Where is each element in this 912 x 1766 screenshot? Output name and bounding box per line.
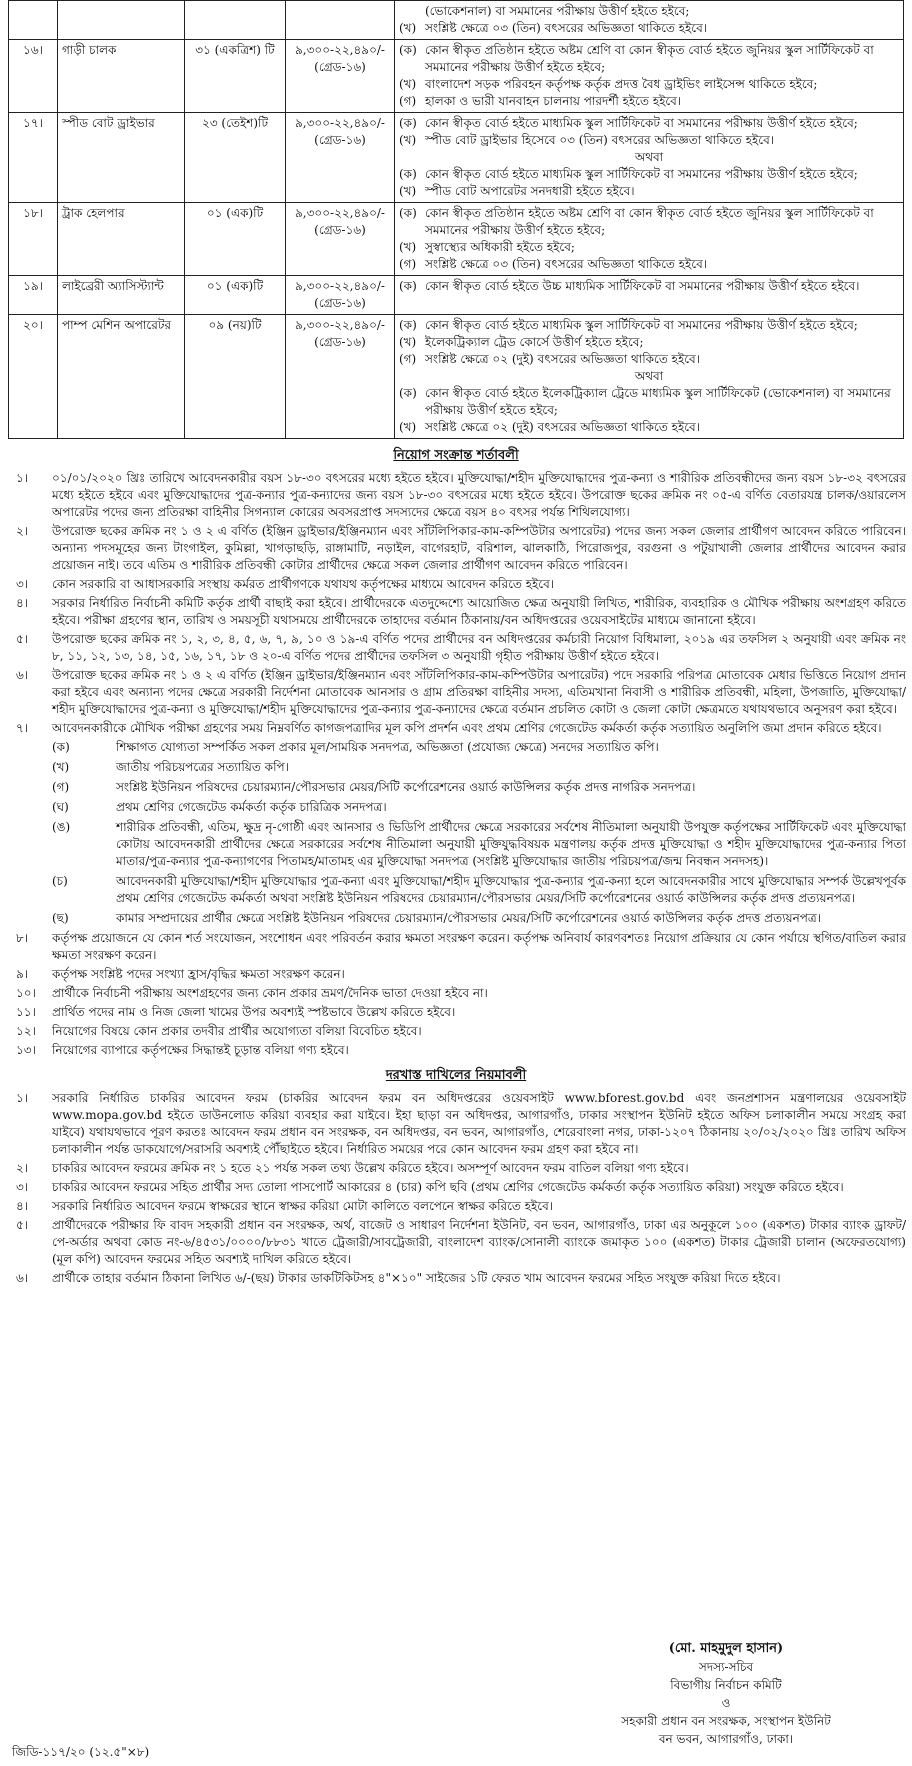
item-text: উপরোক্ত ছকের ক্রমিক নং ১, ২, ৩, ৪, ৫, ৬, ৭, ৯, ১০ ও ১৯-এ বর্ণিত পদের প্রার্থীদের বন অধিদপ্তরের কর্মচারী নিয়োগ বিধিমালা, ২০১৯ এর তফসিল ২ অনুযায়ী এবং ক্রমিক নং ৮, ১১, ১২, ১৩, ১৪, ১৫, ১৬, ১৭, ১৮ ও ২০-এ বর্ণিত পদের প্রার্থীদের তফসিল ৩ অনুযায়ী গৃহীত পরীক্ষায় উত্তীর্ণ হইতে হইবে। bbox=[52, 632, 906, 663]
post-serial: ১৭। bbox=[9, 113, 58, 203]
item-text: কর্তৃপক্ষ প্রয়োজনে যে কোন শর্ত সংযোজন, সংশোধন এবং পরিবর্তন করার ক্ষমতা সংরক্ষণ করেন। কর্তৃপক্ষ অনিবার্য কারণবশতঃ নিয়োগ প্রক্রিয়ার যে কোন পর্যায়ে স্থগিত/বাতিল করার ক্ষমতা সংরক্ষণ করেন। bbox=[52, 931, 906, 962]
post-name: গাড়ী চালক bbox=[58, 40, 185, 113]
qualification-mark: (ক) bbox=[399, 167, 417, 181]
qualification-item bbox=[399, 42, 899, 76]
pay-scale-value: ৯,৩০০-২২,৪৯০/- bbox=[295, 279, 385, 293]
item-number: ৭। bbox=[16, 721, 29, 735]
list-item bbox=[6, 1023, 906, 1040]
qualification-mark: (ক) bbox=[399, 116, 417, 130]
qualification-mark: (ক) bbox=[399, 386, 417, 400]
qualification-text: কোন স্বীকৃত প্রতিষ্ঠান হইতে অষ্টম শ্রেণি বা কোন স্বীকৃত বোর্ড হইতে জুনিয়র স্কুল সার্টিফিকেট বা সমমানের পরীক্ষায় উত্তীর্ণ হইতে হইবে; bbox=[425, 206, 874, 237]
qualification-item bbox=[399, 93, 899, 110]
pay-grade: (গ্রেড-১৬) bbox=[314, 335, 366, 349]
list-item bbox=[6, 1179, 906, 1196]
item-number: ১১। bbox=[16, 1005, 36, 1019]
pay-scale-value: ৯,৩০০-২২,৪৯০/- bbox=[295, 318, 385, 332]
item-number: ৩। bbox=[16, 577, 29, 591]
post-row bbox=[9, 113, 904, 203]
document-item bbox=[6, 779, 906, 796]
item-number: ৬। bbox=[16, 668, 29, 682]
list-item bbox=[6, 576, 906, 593]
qualification-item bbox=[399, 115, 899, 132]
post-name: স্পীড বোট ড্রাইভার bbox=[58, 113, 185, 203]
post-row bbox=[9, 1, 904, 40]
document-mark: (গ) bbox=[52, 780, 70, 794]
conditions-list bbox=[6, 470, 906, 737]
submission-title: দরখাস্ত দাখিলের নিয়মাবলী bbox=[385, 1068, 527, 1083]
document-mark: (চ) bbox=[52, 874, 68, 888]
item-number: ২। bbox=[16, 524, 29, 538]
item-text: সরকারি নির্ধারিত আবেদন ফরমে স্বাক্ষরের স্থানে স্বাক্ষর করিয়া মোটা কালিতে বলপেনে স্বাক্ষর করিতে হইবে। bbox=[52, 1199, 554, 1213]
pay-grade: (গ্রেড-১৬) bbox=[314, 223, 366, 237]
list-item bbox=[6, 985, 906, 1002]
list-item bbox=[6, 667, 906, 718]
document-item bbox=[6, 910, 906, 927]
item-text: চাকরির আবেদন ফরমের সহিত প্রার্থীর সদ্য তোলা পাসপোর্ট আকারের ৪ (চার) কপি ছবি (প্রথম শ্রেণির গেজেটেড কর্মকর্তা কর্তৃক সত্যায়িত করিয়া) সংযুক্ত করিতে হইবে। bbox=[52, 1180, 844, 1194]
signatory-designation: সদস্য-সচিব bbox=[698, 1660, 754, 1674]
qualification-mark bbox=[399, 3, 425, 20]
document-item bbox=[6, 873, 906, 907]
qualification-text: স্পীড বোট ড্রাইভার হিসেবে ০৩ (তিন) বৎসরের অভিজ্ঞতা থাকিতে হইবে। bbox=[425, 133, 775, 147]
qualification-item bbox=[399, 278, 899, 295]
document-mark: (ঙ) bbox=[52, 820, 71, 834]
post-name: পাম্প মেশিন অপারেটর bbox=[58, 315, 185, 439]
item-text: ০১/০১/২০২০ খ্রিঃ তারিখে আবেদনকারীর বয়স ১৮-৩০ বৎসরের মধ্যে হইতে হইবে। মুক্তিযোদ্ধা/শহীদ মুক্তিযোদ্ধাদের পুত্র-কন্যা ও শারীরিক প্রতিবন্ধীদের জন্য বয়স ১৮-৩২ বৎসরের মধ্যে হইতে হইবে এবং মুক্তিযোদ্ধাদের পুত্র-কন্যার পুত্র-কন্যাদের জন্য বয়স ১৮-৩০ বৎসরের মধ্যে হইতে হইবে। উপরোক্ত ছকের ক্রমিক নং ০৫-এ বর্ণিত বেতারযন্ত্র চালক/ওয়ারলেস অপারেটর পদের জন্য প্রতিরক্ষা বাহিনীর সিগন্যাল কোরের অবসরপ্রাপ্ত সদস্যদের ক্ষেত্রে বয়স ৪০ বৎসর পর্যন্ত শিথিলযোগ্য। bbox=[52, 471, 906, 519]
post-qualifications bbox=[395, 40, 904, 113]
notice-page bbox=[6, 0, 906, 1766]
qualification-mark: (গ) bbox=[399, 352, 417, 366]
post-count: ২৩ (তেইশ)টি bbox=[185, 113, 286, 203]
qualification-item bbox=[399, 317, 899, 334]
item-number: ২। bbox=[16, 1161, 29, 1175]
list-item bbox=[6, 595, 906, 629]
document-text: আবেদনকারী মুক্তিযোদ্ধা/শহীদ মুক্তিযোদ্ধার পুত্র-কন্যা এবং মুক্তিযোদ্ধা/শহীদ মুক্তিযোদ্ধার পুত্র-কন্যার পুত্র-কন্যা হলে আবেদনকারীর সাথে মুক্তিযোদ্ধার সম্পর্ক উল্লেখপূর্বক প্রথম শ্রেণির গেজেটেড কর্মকর্তা অথবা সংশ্লিষ্ট ইউনিয়ন পরিষদের চেয়ারম্যান/পৌরসভার মেয়র/সিটি কর্পোরেশনের ওয়ার্ড কাউন্সিলর কর্তৃক প্রদত্ত প্রত্যয়নপত্র। bbox=[116, 874, 906, 905]
list-item bbox=[6, 930, 906, 964]
post-qualifications bbox=[395, 203, 904, 276]
qualification-text: কোন স্বীকৃত বোর্ড হইতে উচ্চ মাধ্যমিক সার্টিফিকেট বা সমমানের পরীক্ষায় উত্তীর্ণ হইতে হইবে। bbox=[425, 279, 860, 293]
post-row bbox=[9, 276, 904, 315]
post-row bbox=[9, 203, 904, 276]
posts-table-body bbox=[9, 1, 904, 439]
qualification-item bbox=[399, 20, 899, 37]
posts-table bbox=[8, 0, 904, 439]
qualification-mark: (ক) bbox=[399, 206, 417, 220]
item-number: ৩। bbox=[16, 1180, 29, 1194]
qualification-text: কোন স্বীকৃত বোর্ড হইতে মাধ্যমিক স্কুল সার্টিফিকেট বা সমমানের পরীক্ষায় উত্তীর্ণ হইতে হইবে; bbox=[425, 318, 858, 332]
item-text: নিয়োগের বিষয়ে কোন প্রকার তদবীর প্রার্থীর অযোগ্যতা বলিয়া বিবেচিত হইবে। bbox=[52, 1024, 422, 1038]
item-number: ৬। bbox=[16, 1271, 29, 1285]
qualification-mark: (খ) bbox=[399, 21, 417, 35]
pay-scale-value: ৯,৩০০-২২,৪৯০/- bbox=[295, 206, 385, 220]
item-text: প্রার্থীকে নির্বাচনী পরীক্ষায় অংশগ্রহণের জন্য কোন প্রকার ভ্রমণ/দৈনিক ভাতা দেওয়া হইবে না। bbox=[52, 986, 488, 1000]
item-number: ৯। bbox=[16, 967, 29, 981]
qualification-mark: (খ) bbox=[399, 184, 417, 198]
qualification-item bbox=[399, 256, 899, 273]
item-text: চাকরির আবেদন ফরমের ক্রমিক নং ১ হতে ২১ পর্যন্ত সকল তথ্য উল্লেখ করিতে হইবে। অসম্পূর্ণ আবেদন ফরম বাতিল বলিয়া গণ্য হইবে। bbox=[52, 1161, 689, 1175]
post-serial: ১৯। bbox=[9, 276, 58, 315]
qualification-text: সংশ্লিষ্ট ক্ষেত্রে ০২ (দুই) বৎসরের অভিজ্ঞতা থাকিতে হইবে। bbox=[425, 420, 701, 434]
pay-scale-value: ৯,৩০০-২২,৪৯০/- bbox=[295, 43, 385, 57]
post-pay-scale bbox=[286, 40, 395, 113]
item-text: সরকারি নির্ধারিত চাকরির আবেদন ফরম (চাকরির আবেদন ফরম বন অধিদপ্তরের ওয়েবসাইট www.bforest.gov.bd এবং জনপ্রশাসন মন্ত্রণালয়ের ওয়েবসাইট www.mopa.gov.bd হইতে ডাউনলোড করিয়া ব্যবহার করা যাইবে। ইহা ছাড়া বন অধিদপ্তর, আগারগাঁও, ঢাকার সংস্থাপন ইউনিট হইতে অফিস চলাকালীন সময়ে সংগ্রহ করা যাইবে) যথাযথভাবে পূরণ করতঃ আবেদন ফরম প্রধান বন সংরক্ষক, বন অধিদপ্তর, বন ভবন, আগারগাঁও, শেরেবাংলা নগর, ঢাকা-১২০৭ ঠিকানায় ২০/০২/২০২০ খ্রিঃ তারিখ অফিস চলাকালীন পর্যন্ত ডাকযোগে/সরাসরি অবশ্যই পৌঁছাইতে হইবে। নির্ধারিত সময়ের পরে কোন আবেদন ফরম গ্রহণ করা হইবে না। bbox=[52, 1091, 906, 1156]
signatory-name: (মো. মাহমুদুল হাসান) bbox=[668, 1641, 784, 1656]
conditions-title: নিয়োগ সংক্রান্ত শর্তাবলী bbox=[393, 448, 519, 463]
qualification-item bbox=[399, 3, 899, 20]
qualification-mark: (খ) bbox=[399, 77, 417, 91]
document-mark: (খ) bbox=[52, 760, 70, 774]
qualification-text: স্পীড বোট অপারেটর সনদধারী হইতে হইবে। bbox=[425, 184, 635, 198]
qualification-text: কোন স্বীকৃত বোর্ড হইতে মাধ্যমিক স্কুল সার্টিফিকেট বা সমমানের পরীক্ষায় উত্তীর্ণ হইতে হইবে; bbox=[425, 167, 858, 181]
document-text: জাতীয় পরিচয়পত্রের সত্যায়িত কপি। bbox=[116, 760, 289, 774]
pay-scale-value: ৯,৩০০-২২,৪৯০/- bbox=[295, 116, 385, 130]
qualification-mark: (ক) bbox=[399, 279, 417, 293]
qualification-item bbox=[399, 419, 899, 436]
post-count: ০৯ (নয়)টি bbox=[185, 315, 286, 439]
list-item bbox=[6, 1090, 906, 1158]
qualification-mark: (খ) bbox=[399, 240, 417, 254]
post-name: লাইব্রেরী অ্যাসিস্ট্যান্ট bbox=[58, 276, 185, 315]
document-item bbox=[6, 759, 906, 776]
item-number: ১। bbox=[16, 1091, 29, 1105]
list-item bbox=[6, 1160, 906, 1177]
post-count bbox=[185, 1, 286, 40]
item-text: কোন সরকারি বা আধাসরকারি সংস্থায় কর্মরত প্রার্থীগণকে যথাযথ কর্তৃপক্ষের মাধ্যমে আবেদন করিতে হইবে। bbox=[52, 577, 555, 591]
list-item bbox=[6, 470, 906, 521]
pay-grade: (গ্রেড-১৬) bbox=[314, 296, 366, 310]
item-text: উপরোক্ত ছকের ক্রমিক নং ১ ও ২ এ বর্ণিত (ইঞ্জিন ড্রাইভার/ইঞ্জিনম্যান এবং সাঁটলিপিকার-কাম-কম্পিউটার অপারেটর) পদে সরকারি পরিপত্র মোতাবেক মেধার ভিত্তিতে নিয়োগ প্রদান করা হইবে এবং অন্যান্য পদের ক্ষেত্রে সরকারী নির্দেশনা মোতাবেক আনসার ও গ্রাম প্রতিরক্ষা বাহিনীর সদস্য, এতিমখানা নিবাসী ও শারীরিক প্রতিবন্ধী, মহিলা, উপজাতি, মুক্তিযোদ্ধা/শহীদ মুক্তিযোদ্ধাদের পুত্র-কন্যা ও মুক্তিযোদ্ধা/শহীদ মুক্তিযোদ্ধাদের পুত্র-কন্যার পুত্র-কন্যাদের ক্ষেত্রে বর্তমান প্রচলিত কোটা ও জেলা কোটা ক্ষেত্রমতে যথাযথভাবে অনুসরণ করা হইবে। bbox=[52, 668, 906, 716]
list-item bbox=[6, 631, 906, 665]
list-item bbox=[6, 1217, 906, 1268]
qualification-text: হালকা ও ভারী যানবাহন চালনায় পারদর্শী হইতে হইবে। bbox=[425, 94, 682, 108]
post-qualifications bbox=[395, 276, 904, 315]
pay-grade: (গ্রেড-১৬) bbox=[314, 60, 366, 74]
post-qualifications bbox=[395, 1, 904, 40]
list-item bbox=[6, 1270, 906, 1287]
item-text: প্রার্থিত পদের নাম ও নিজ জেলা খামের উপর অবশ্যই স্পষ্টভাবে উল্লেখ করিতে হইবে। bbox=[52, 1005, 456, 1019]
post-qualifications bbox=[395, 113, 904, 203]
qualification-text: সুস্বাস্থ্যের অধিকারী হইতে হইবে; bbox=[425, 240, 575, 254]
item-text: আবেদনকারীকে মৌখিক পরীক্ষা গ্রহণের সময় নিম্নবর্ণিত কাগজপত্রাদির মূল কপি প্রদর্শন এবং প্রথম শ্রেণির গেজেটেড কর্মকর্তা কর্তৃক সত্যায়িত অনুলিপি জমা প্রদান করিতে হইবে। bbox=[52, 721, 882, 735]
qualification-mark: (ক) bbox=[399, 43, 417, 57]
qualification-text: সংশ্লিষ্ট ক্ষেত্রে ০২ (দুই) বৎসরের অভিজ্ঞতা থাকিতে হইবে। bbox=[425, 352, 701, 366]
item-text: সরকার নির্ধারিত নির্বাচনী কমিটি কর্তৃক প্রার্থী বাছাই করা হইবে। প্রার্থীদেরকে এতদুদ্দেশ্যে আয়োজিত ক্ষেত্র অনুযায়ী লিখিত, শারীরিক, ব্যবহারিক ও মৌখিক পরীক্ষায় অংশগ্রহণ করিতে হইবে। পরীক্ষা গ্রহণের স্থান, তারিখ ও সময়সূচী যথাসময়ে প্রার্থীদেরকে তাহাদের বর্তমান ঠিকানায়/বন অধিদপ্তরের ওয়েবসাইটের মাধ্যমে জানানো হইবে। bbox=[52, 596, 906, 627]
post-name: ট্রাক হেলপার bbox=[58, 203, 185, 276]
document-text: শিক্ষাগত যোগ্যতা সম্পর্কিত সকল প্রকার মূল/সাময়িক সনদপত্র, অভিজ্ঞতা (প্রযোজ্য ক্ষেত্রে) সনদের সত্যায়িত কপি। bbox=[116, 740, 659, 754]
qualification-mark: (খ) bbox=[399, 335, 417, 349]
document-item bbox=[6, 799, 906, 816]
conditions-list-continued bbox=[6, 930, 906, 1059]
item-text: প্রার্থীদেরকে পরীক্ষার ফি বাবদ সহকারী প্রধান বন সংরক্ষক, অর্থ, বাজেট ও সাধারণ নির্দেশনা ইউনিট, বন ভবন, আগারগাঁও, ঢাকা এর অনুকূলে ১০০ (একশত) টাকার ব্যাংক ড্রাফট/পে-অর্ডার অথবা কোড নং-৬/৪৫৩১/০০০০/৮৮৩১ খাতে ট্রেজারী/সাবট্রেজারী, বাংলাদেশ ব্যাংক/সোনালী ব্যাংকে জমাকৃত ১০০ (একশত) টাকার ট্রেজারী চালান (অফেরতযোগ্য) (মূল কপি) আবেদন ফরমের সহিত অবশ্যই দাখিল করিতে হইবে। bbox=[52, 1218, 906, 1266]
qualification-text: বাংলাদেশ সড়ক পরিবহন কর্তৃপক্ষ কর্তৃক প্রদত্ত বৈধ ড্রাইভিং লাইসেন্স থাকিতে হইবে; bbox=[425, 77, 818, 91]
document-text: শারীরিক প্রতিবন্ধী, এতিম, ক্ষুদ্র নৃ-গোষ্ঠী এবং আনসার ও ভিডিপি প্রার্থীদের ক্ষেত্রে সরকারের সর্বশেষ নীতিমালা অনুযায়ী উপযুক্ত কর্তৃপক্ষের সার্টিফিকেট এবং মুক্তিযোদ্ধা কোটায় আবেদনকারী প্রার্থীদের ক্ষেত্রে সরকারের সর্বশেষ নীতিমালা অনুযায়ী মুক্তিযুদ্ধবিষয়ক মন্ত্রণালয় কর্তৃক প্রদত্ত মুক্তিযোদ্ধা ও শহীদ মুক্তিযোদ্ধাদের পুত্র-কন্যার পিতা মাতার/পুত্র-কন্যার পুত্র-কন্যাগণের পিতামহ/মাতামহ এর মুক্তিযোদ্ধা সনদপত্র (সংশ্লিষ্ট মুক্তিযোদ্ধার জাতীয় পরিচয়পত্র/জন্ম নিবন্ধন সনদসহ)। bbox=[116, 820, 906, 868]
qualification-item bbox=[399, 166, 899, 183]
post-pay-scale bbox=[286, 203, 395, 276]
post-serial: ২০। bbox=[9, 315, 58, 439]
list-item bbox=[6, 523, 906, 574]
qualification-text: কোন স্বীকৃত বোর্ড হইতে ইলেকট্রিক্যাল ট্রেডে মাধ্যমিক স্কুল সার্টিফিকেট (ভোকেশনাল) বা সমমানের পরীক্ষায় উত্তীর্ণ হইতে হইবে; bbox=[425, 386, 891, 417]
qualification-mark: (খ) bbox=[399, 133, 417, 147]
qualification-text: সংশ্লিষ্ট ক্ষেত্রে ০৩ (তিন) বৎসরের অভিজ্ঞতা থাকিতে হইবে। bbox=[425, 21, 708, 35]
qualification-item bbox=[399, 385, 899, 419]
item-text: কর্তৃপক্ষ সংশ্লিষ্ট পদের সংখ্যা হ্রাস/বৃদ্ধির ক্ষমতা সংরক্ষণ করেন। bbox=[52, 967, 345, 981]
submission-rules-list bbox=[6, 1090, 906, 1287]
post-count: ০১ (এক)টি bbox=[185, 276, 286, 315]
qualification-item bbox=[399, 351, 899, 368]
document-text: সংশ্লিষ্ট ইউনিয়ন পরিষদের চেয়ারম্যান/পৌরসভার মেয়র/সিটি কর্পোরেশনের ওয়ার্ড কাউন্সিলর কর্তৃক প্রদত্ত নাগরিক সনদপত্র। bbox=[116, 780, 696, 794]
post-row bbox=[9, 40, 904, 113]
post-pay-scale bbox=[286, 315, 395, 439]
item-number: ৪। bbox=[16, 596, 29, 610]
item-number: ৫। bbox=[16, 1218, 29, 1232]
post-row bbox=[9, 315, 904, 439]
document-text: কামার সম্প্রদায়ের প্রার্থীর ক্ষেত্রে সংশ্লিষ্ট ইউনিয়ন পরিষদের চেয়ারম্যান/পৌরসভার মেয়র/সিটি কর্পোরেশনের ওয়ার্ড কাউন্সিলর কর্তৃক প্রদত্ত প্রত্যয়নপত্র। bbox=[116, 911, 822, 925]
qualification-item bbox=[399, 183, 899, 200]
item-number: ৪। bbox=[16, 1199, 29, 1213]
item-number: ১৩। bbox=[16, 1043, 36, 1057]
list-item bbox=[6, 966, 906, 983]
qualification-mark: (খ) bbox=[399, 420, 417, 434]
document-mark: (ঘ) bbox=[52, 800, 69, 814]
qualification-item bbox=[399, 132, 899, 149]
signatory-committee: বিভাগীয় নির্বাচন কমিটি bbox=[670, 1678, 782, 1692]
item-number: ১। bbox=[16, 471, 29, 485]
qualification-text: কোন স্বীকৃত প্রতিষ্ঠান হইতে অষ্টম শ্রেণি বা কোন স্বীকৃত বোর্ড হইতে জুনিয়র স্কুল সার্টিফিকেট বা সমমানের পরীক্ষায় উত্তীর্ণ হইতে হইবে; bbox=[425, 43, 874, 74]
qualification-text: কোন স্বীকৃত বোর্ড হইতে মাধ্যমিক স্কুল সার্টিফিকেট বা সমমানের পরীক্ষায় উত্তীর্ণ হইতে হইবে; bbox=[425, 116, 858, 130]
qualification-or: অথবা bbox=[634, 369, 664, 383]
qualification-mark: (গ) bbox=[399, 257, 417, 271]
post-serial: ১৮। bbox=[9, 203, 58, 276]
qualification-item bbox=[399, 76, 899, 93]
post-name bbox=[58, 1, 185, 40]
footer-code: জিডি-১১৭/২০ (১২.৫"×৮) bbox=[12, 1745, 150, 1759]
item-text: নিয়োগের ব্যাপারে কর্তৃপক্ষের সিদ্ধান্তই চূড়ান্ত বলিয়া গণ্য হইবে। bbox=[52, 1043, 349, 1057]
post-serial: ১৬। bbox=[9, 40, 58, 113]
item-number: ১২। bbox=[16, 1024, 36, 1038]
signatory-address: বন ভবন, আগারগাঁও, ঢাকা। bbox=[658, 1732, 794, 1746]
document-item bbox=[6, 819, 906, 870]
document-item bbox=[6, 739, 906, 756]
item-number: ৮। bbox=[16, 931, 29, 945]
qualification-mark: (গ) bbox=[399, 94, 417, 108]
post-qualifications bbox=[395, 315, 904, 439]
signatory-office: সহকারী প্রধান বন সংরক্ষক, সংস্থাপন ইউনিট bbox=[621, 1714, 831, 1728]
post-pay-scale bbox=[286, 1, 395, 40]
item-text: উপরোক্ত ছকের ক্রমিক নং ১ ও ২ এ বর্ণিত (ইঞ্জিন ড্রাইভার/ইঞ্জিনম্যান এবং সাঁটলিপিকার-কাম-কম্পিউটার অপারেটর) পদের জন্য সকল জেলার প্রার্থীগণ আবেদন করিতে পারিবেন। অন্যান্য পদসমূহের জন্য টাংগাইল, কুমিল্লা, খাগড়াছড়ি, রাঙ্গামাটি, নড়াইল, বাগেরহাট, বরিশাল, ঝালকাঠি, পিরোজপুর, বরগুনা ও পটুয়াখালী জেলার প্রার্থীদের আবেদন করার প্রয়োজন নাই। তবে এতিম ও শারীরিক প্রতিবন্ধী কোটার প্রার্থীদের ক্ষেত্রে সকল জেলার প্রার্থীগণ আবেদন করিতে পারিবেন। bbox=[52, 524, 906, 572]
qualification-text: ইলেকট্রিক্যাল ট্রেড কোর্সে উত্তীর্ণ হইতে হইবে; bbox=[425, 335, 644, 349]
post-pay-scale bbox=[286, 276, 395, 315]
post-count: ০১ (এক)টি bbox=[185, 203, 286, 276]
post-serial bbox=[9, 1, 58, 40]
qualification-item bbox=[399, 205, 899, 239]
post-pay-scale bbox=[286, 113, 395, 203]
documents-sublist bbox=[6, 739, 906, 927]
signature-block bbox=[576, 1640, 876, 1748]
list-item bbox=[6, 1042, 906, 1059]
pay-grade: (গ্রেড-১৬) bbox=[314, 133, 366, 147]
qualification-text: সংশ্লিষ্ট ক্ষেত্রে ০৩ (তিন) বৎসরের অভিজ্ঞতা থাকিতে হইবে। bbox=[425, 257, 708, 271]
list-item bbox=[6, 1198, 906, 1215]
item-text: প্রার্থীকে তাহার বর্তমান ঠিকানা লিখিত ৬/-(ছয়) টাকার ডাকটিকিটসহ ৪"×১০" সাইজের ১টি ফেরত খাম আবেদন ফরমের সহিত সংযুক্ত করিয়া দিতে হইবে। bbox=[52, 1271, 781, 1285]
item-number: ১০। bbox=[16, 986, 36, 1000]
list-item bbox=[6, 1004, 906, 1021]
post-count: ৩১ (একত্রিশ) টি bbox=[185, 40, 286, 113]
signatory-conjunction: ও bbox=[721, 1696, 731, 1710]
document-mark: (ছ) bbox=[52, 911, 69, 925]
document-mark: (ক) bbox=[52, 740, 70, 754]
qualification-or: অথবা bbox=[634, 150, 664, 164]
list-item bbox=[6, 720, 906, 737]
item-number: ৫। bbox=[16, 632, 29, 646]
qualification-item bbox=[399, 334, 899, 351]
qualification-text: (ভোকেশনাল) বা সমমানের পরীক্ষায় উত্তীর্ণ হইতে হইবে; bbox=[425, 4, 690, 18]
qualification-item bbox=[399, 239, 899, 256]
document-text: প্রথম শ্রেণির গেজেটেড কর্মকর্তা কর্তৃক চারিত্রিক সনদপত্র। bbox=[116, 800, 387, 814]
qualification-mark: (ক) bbox=[399, 318, 417, 332]
